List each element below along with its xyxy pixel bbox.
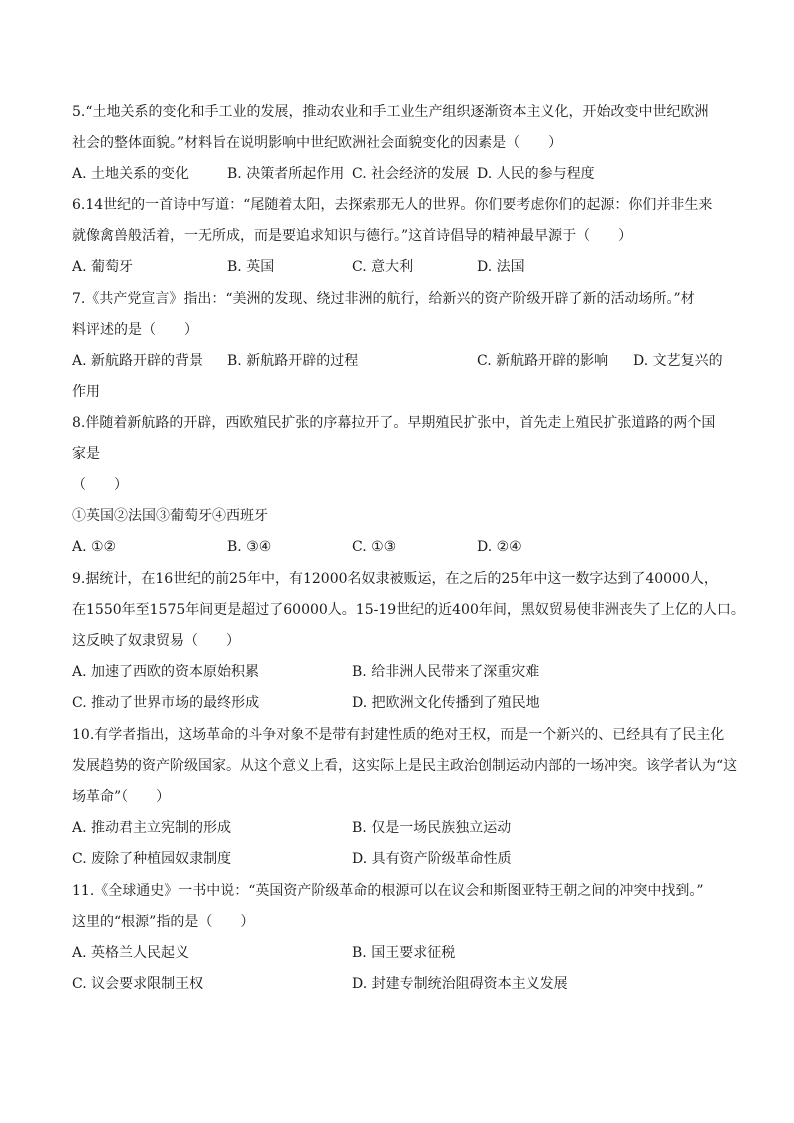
q10-option-c: C. 废除了种植园奴隶制度	[72, 851, 232, 867]
q8-option-a: A. ①②	[72, 539, 117, 555]
q5-stem-line2: 社会的整体面貌。”材料旨在说明影响中世纪欧洲社会面貌变化的因素是（ ）	[72, 135, 563, 151]
q7-stem-line2: 料评述的是（ ）	[72, 322, 198, 338]
q11-option-d: D. 封建专制统治阻碍资本主义发展	[352, 976, 568, 992]
q6-option-a: A. 葡萄牙	[72, 259, 134, 275]
q10-stem-line2: 发展趋势的资产阶级国家。从这个意义上看，这实际上是民主政治创制运动内部的一场冲突。该学者认为“这	[72, 758, 738, 774]
q7-option-b: B. 新航路开辟的过程	[227, 353, 359, 369]
q5-option-c: C. 社会经济的发展	[352, 166, 470, 182]
q10-option-d: D. 具有资产阶级革命性质	[352, 851, 512, 867]
q5-option-d: D. 人民的参与程度	[477, 166, 595, 182]
q5-stem-line1: 5.“土地关系的变化和手工业的发展，推动农业和手工业生产组织逐渐资本主义化，开始改变中世纪欧洲	[72, 104, 709, 120]
q6-stem-line1: 6.14世纪的一首诗中写道：“尾随着太阳，去探索那无人的世界。你们要考虑你们的起源：你们并非生来	[72, 197, 713, 213]
q7-stem-line1: 7.《共产党宣言》指出：“美洲的发现、绕过非洲的航行，给新兴的资产阶级开辟了新的活动场所。”材	[72, 291, 695, 307]
q6-option-b: B. 英国	[227, 259, 275, 275]
q10-option-b: B. 仅是一场民族独立运动	[352, 820, 512, 836]
q10-stem-line1: 10.有学者指出，这场革命的斗争对象不是带有封建性质的绝对王权，而是一个新兴的、已经具有了民主化	[72, 727, 725, 743]
q10-option-a: A. 推动君主立宪制的形成	[72, 820, 232, 836]
q11-option-b: B. 国王要求征税	[352, 945, 456, 961]
q7-option-d: D. 文艺复兴的	[633, 353, 723, 369]
q9-stem-line1: 9.据统计，在16世纪的前25年中，有12000名奴隶被贩运，在之后的25年中这一数字达到了40000人，	[72, 571, 718, 587]
q8-option-d: D. ②④	[477, 539, 522, 555]
q6-option-d: D. 法国	[477, 259, 525, 275]
q9-stem-line2: 在1550年至1575年间更是超过了60000人。15-19世纪的近400年间，黑奴贸易使非洲丧失了上亿的人口。	[72, 602, 745, 618]
q5-option-b: B. 决策者所起作用	[227, 166, 345, 182]
q8-list: ①英国②法国③葡萄牙④西班牙	[72, 508, 268, 524]
q7-option-c: C. 新航路开辟的影响	[477, 353, 609, 369]
q11-stem-line2: 这里的“根源”指的是（ ）	[72, 914, 255, 930]
q10-stem-line3: 场革命”（ ）	[72, 789, 171, 805]
q11-option-a: A. 英格兰人民起义	[72, 945, 190, 961]
q6-option-c: C. 意大利	[352, 259, 414, 275]
q6-stem-line2: 就像禽兽般活着，一无所成，而是要追求知识与德行。”这首诗倡导的精神最早源于（ ）	[72, 228, 633, 244]
q8-stem-line3: （ ）	[72, 477, 128, 493]
q8-option-b: B. ③④	[227, 539, 272, 555]
q7-option-d-continued: 作用	[72, 384, 100, 400]
q9-option-d: D. 把欧洲文化传播到了殖民地	[352, 695, 540, 711]
q8-stem-line1: 8.伴随着新航路的开辟，西欧殖民扩张的序幕拉开了。早期殖民扩张中，首先走上殖民扩张道路的两个国	[72, 415, 716, 431]
q8-stem-line2: 家是	[72, 446, 100, 462]
q9-option-b: B. 给非洲人民带来了深重灾难	[352, 664, 540, 680]
q11-option-c: C. 议会要求限制王权	[72, 976, 204, 992]
q9-option-c: C. 推动了世界市场的最终形成	[72, 695, 260, 711]
q9-option-a: A. 加速了西欧的资本原始积累	[72, 664, 260, 680]
q11-stem-line1: 11.《全球通史》一书中说：“英国资产阶级革命的根源可以在议会和斯图亚特王朝之间的冲突中找到。”	[72, 883, 704, 899]
q8-option-c: C. ①③	[352, 539, 397, 555]
q7-option-a: A. 新航路开辟的背景	[72, 353, 204, 369]
q9-stem-line3: 这反映了奴隶贸易（ ）	[72, 633, 240, 649]
q5-option-a: A. 土地关系的变化	[72, 166, 190, 182]
